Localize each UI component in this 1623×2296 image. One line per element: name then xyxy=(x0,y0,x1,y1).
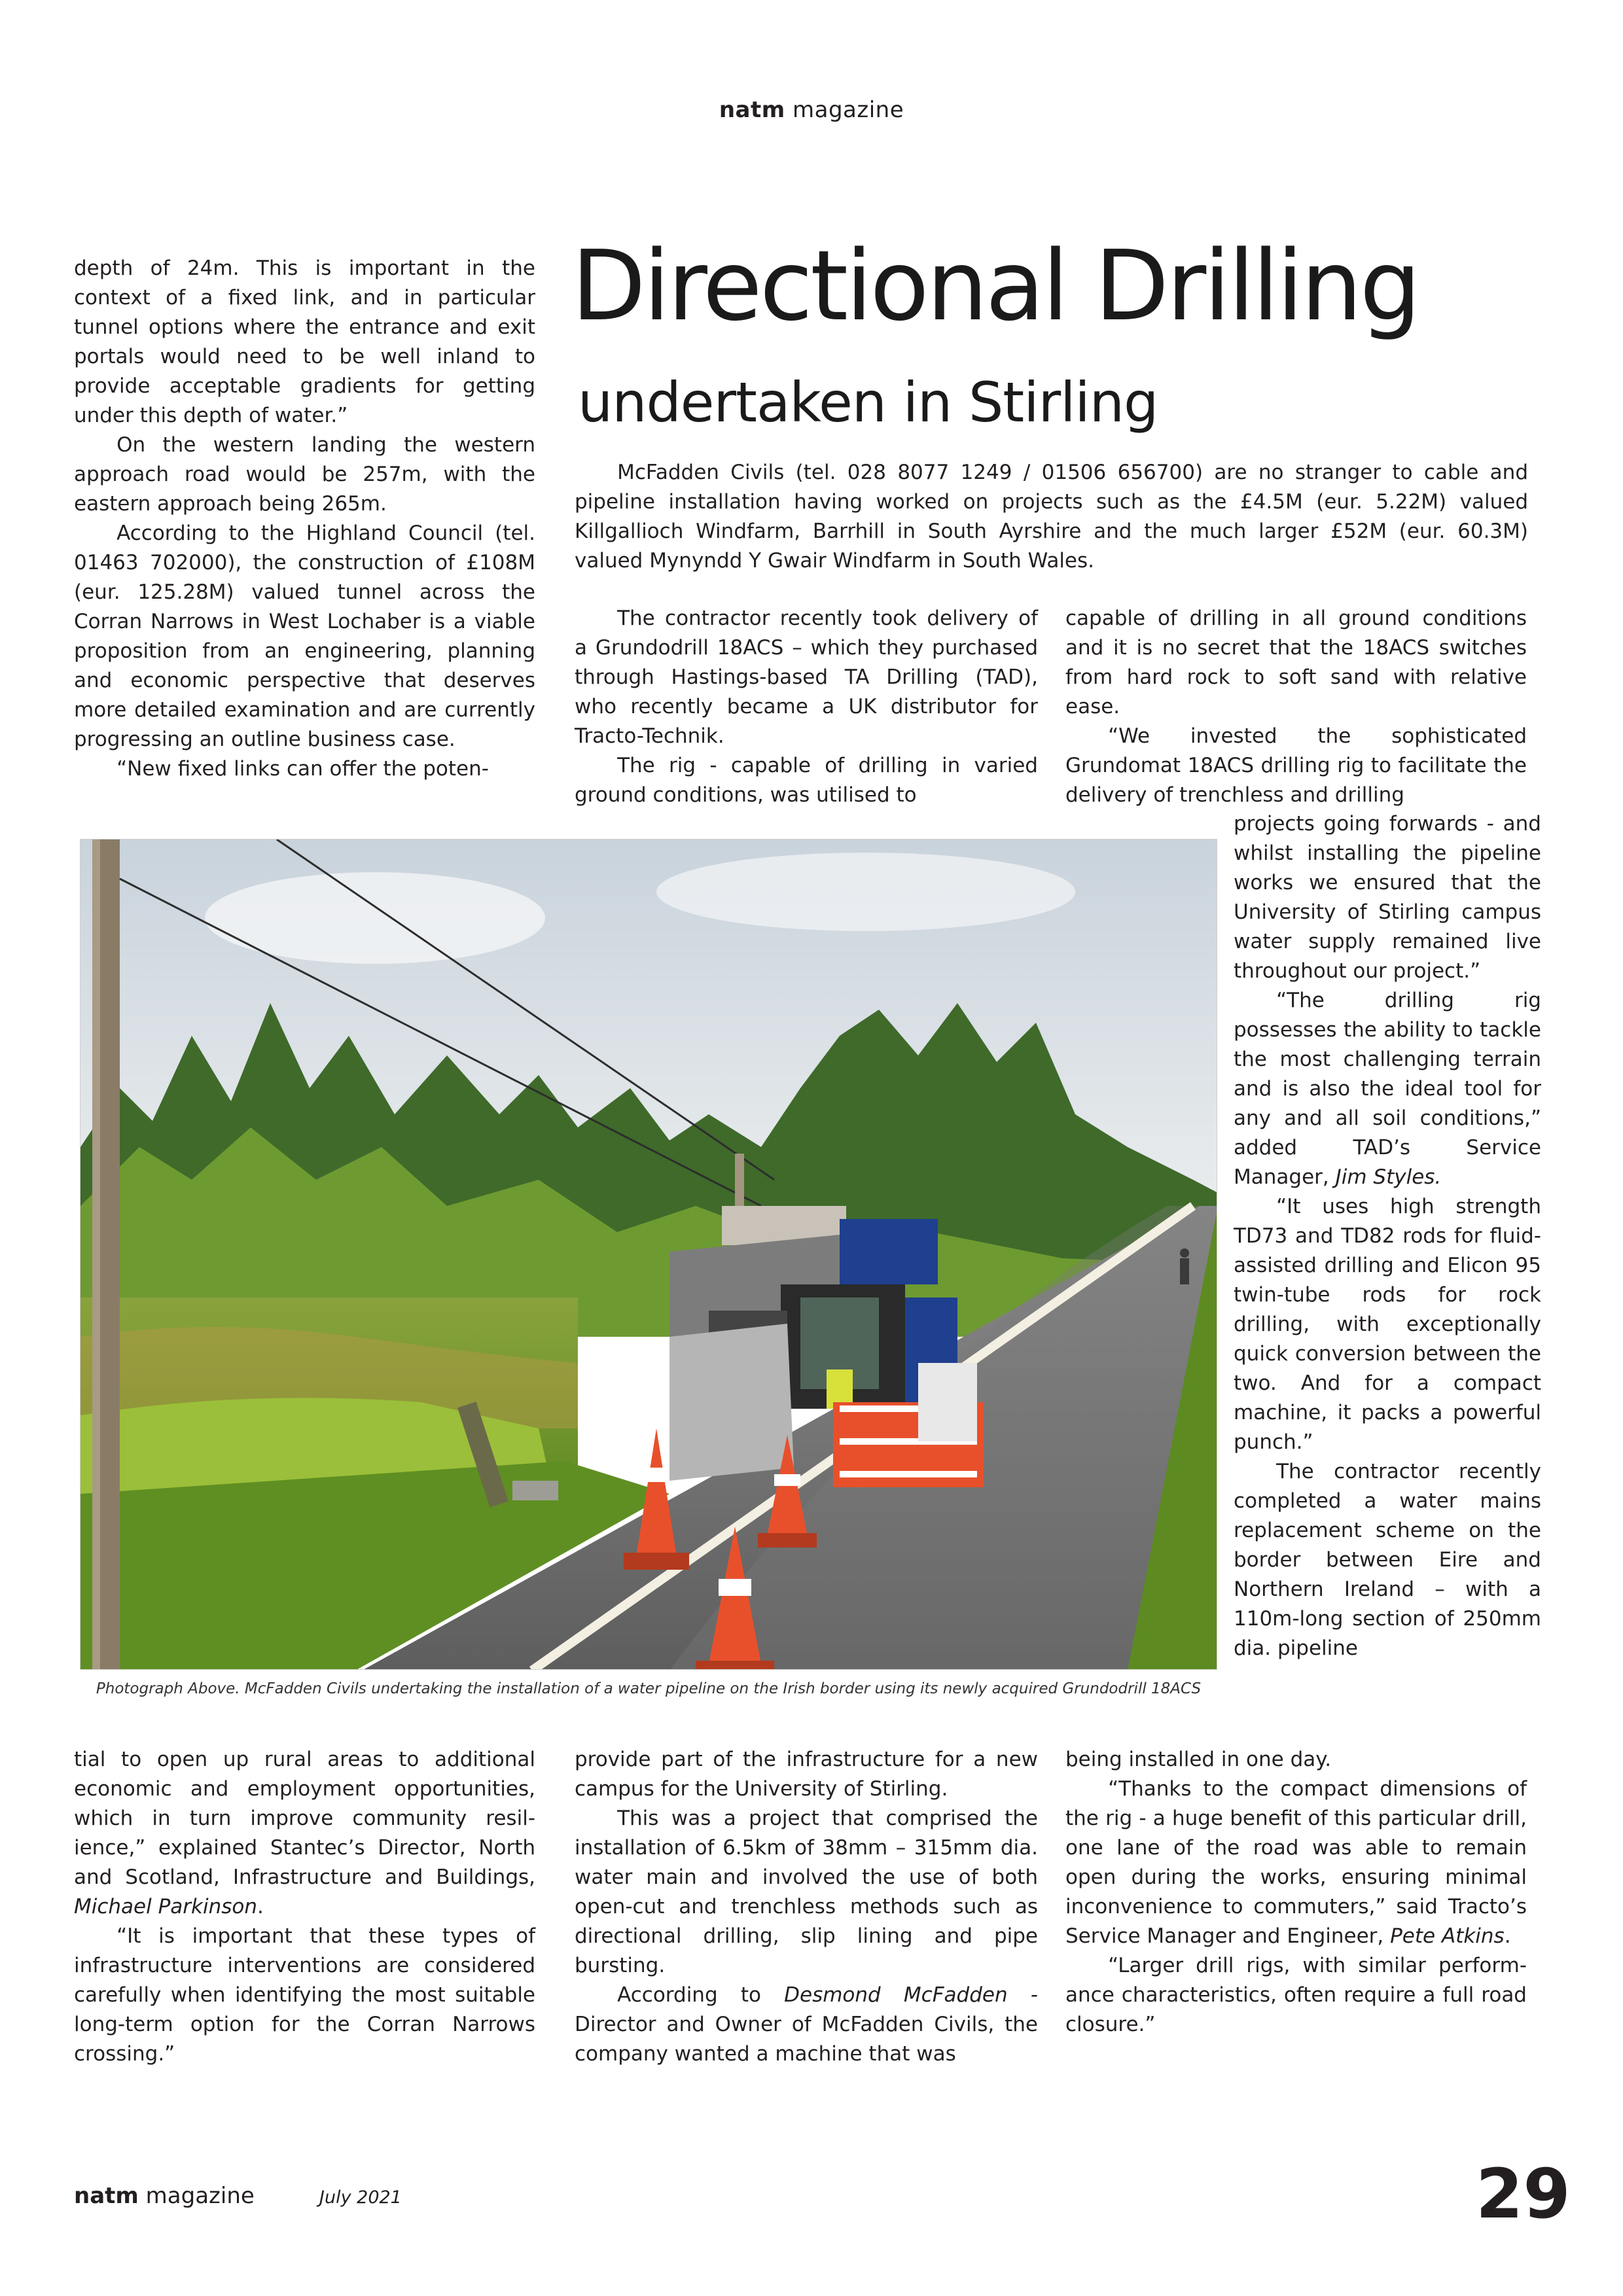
paragraph: “It uses high strength TD73 and TD82 rods for fluid-assisted drilling and Elicon 95 twin-tube rods for rock drilling, with exceptionally quick conversion between the two. And for a compact machine, it packs a powerful punch.” xyxy=(1234,1195,1541,1454)
person-name: Pete Atkins xyxy=(1390,1924,1505,1948)
paragraph: According to the Highland Council (tel. 01463 702000), the construction of £108M (eur. 125.28M) valued tunnel across the Corran Narrows in West Lochaber is a viable proposition from an engineering, planning and economic perspective that deserves more detailed examination and are currently progressing an outline business case. xyxy=(74,521,535,751)
article-subhead: undertaken in Stirling xyxy=(578,370,1158,434)
paragraph: depth of 24m. This is important in the context of a fixed link, and in particular tunnel options where the entrance and exit portals would need to be well inland to provide acceptable gradients for getting under this depth of water.” xyxy=(74,256,535,427)
article-intro xyxy=(575,458,1528,576)
person-name: Jim Styles. xyxy=(1335,1165,1442,1189)
quote-text: “Thanks to the compact dimensions of the rig - a huge benefit of this particular drill, one lane of the road was able to remain open during the works, ensuring minimal inconvenience to commuters,” said Tracto’s Service Manager and Engineer, xyxy=(1065,1777,1527,1948)
column-right-bottom xyxy=(1065,1745,1527,2040)
paragraph: The contractor recently completed a water mains replacement scheme on the border between Eire and Northern Ireland – with a 110m-long section of 250mm dia. pipeline xyxy=(1234,1460,1541,1660)
column-middle-bottom xyxy=(575,1745,1038,2069)
drilling-rig-photo xyxy=(80,839,1217,1670)
footer-brand-bold: natm xyxy=(74,2183,139,2209)
quote-text: “The drilling rig possesses the ability to tackle the most challenging terrain and is also the ideal tool for any and all soil conditions,” added TAD’s Service Manager, xyxy=(1234,989,1541,1189)
person-name: Michael Parkinson xyxy=(74,1895,257,1918)
page-number: 29 xyxy=(1476,2154,1571,2234)
paragraph xyxy=(1234,986,1541,1192)
punctuation: . xyxy=(1504,1924,1511,1948)
column-middle-top xyxy=(575,604,1038,810)
header-brand-bold: natm xyxy=(719,97,785,123)
punctuation: . xyxy=(257,1895,264,1918)
text: Director and Owner of McFadden Civils, the company wanted a machine that was xyxy=(575,2013,1038,2066)
paragraph: capable of drilling in all ground conditions and it is no secret that the 18ACS switches from hard rock to soft sand with relative ease. xyxy=(1065,607,1527,718)
intro-paragraph: McFadden Civils (tel. 028 8077 1249 / 01506 656700) are no stranger to cable and pipeline installation having worked on projects such as the £4.5M (eur. 5.22M) valued Killgallioch Windfarm, Barrhill in South Ayrshire and the much larger £52M (eur. 60.3M) valued Mynyndd Y Gwair Windfarm in South Wales. xyxy=(575,461,1528,573)
paragraph xyxy=(1065,1775,1527,1951)
paragraph: The contractor recently took delivery of a Grundodrill 18ACS – which they purchased through Hastings-based TA Drilling (TAD), who recently became a UK distributor for Tracto-Technik. xyxy=(575,607,1038,748)
article-headline: Directional Drilling xyxy=(571,230,1419,342)
column-left-top xyxy=(74,254,535,784)
paragraph: This was a project that comprised the installation of 6.5km of 38mm – 315mm dia. water main and involved the use of both open-cut and trenchless methods such as directional drilling, slip lining and pipe bursting. xyxy=(575,1807,1038,1977)
issue-date: July 2021 xyxy=(319,2187,402,2208)
running-header xyxy=(0,97,1623,123)
person-name: Desmond McFadden - xyxy=(784,1983,1038,2007)
paragraph: provide part of the infrastructure for a new campus for the University of Stirling. xyxy=(575,1748,1038,1801)
paragraph: “Larger drill rigs, with similar performance characteristics, often require a full road closure.” xyxy=(1065,1954,1527,2036)
paragraph xyxy=(74,1745,535,1922)
column-right-top xyxy=(1065,604,1527,810)
paragraph xyxy=(575,1981,1038,2069)
quote-text: tial to open up rural areas to additional economic and employment opportunities, which in turn improve community resilience,” explained Stantec’s Director, North and Scotland, Infrastructure and Buildings, xyxy=(74,1748,535,1889)
paragraph: “It is important that these types of infrastructure interventions are considered carefully when identifying the most suitable long-term option for the Corran Narrows crossing.” xyxy=(74,1924,535,2066)
paragraph: On the western landing the western approach road would be 257m, with the eastern approach being 265m. xyxy=(74,433,535,516)
footer-brand xyxy=(74,2183,255,2209)
footer-brand-rest: magazine xyxy=(145,2183,255,2209)
paragraph: being installed in one day. xyxy=(1065,1748,1332,1771)
paragraph: “We invested the sophisticated Grundomat 18ACS drilling rig to facilitate the delivery of trenchless and drilling xyxy=(1065,724,1527,807)
column-left-bottom xyxy=(74,1745,535,2069)
paragraph: The rig - capable of drilling in varied ground conditions, was utilised to xyxy=(575,754,1038,807)
column-right-wrap xyxy=(1234,809,1541,1663)
text: According to xyxy=(617,1983,785,2007)
paragraph: projects going forwards - and whilst installing the pipeline works we ensured that the University of Stirling campus water supply remained live throughout our project.” xyxy=(1234,812,1541,983)
photo-caption: Photograph Above. McFadden Civils undertaking the installation of a water pipeline on the Irish border using its newly acquired Grundodrill 18ACS xyxy=(96,1680,1202,1697)
paragraph: “New fixed links can offer the poten- xyxy=(116,757,489,781)
header-brand-rest: magazine xyxy=(793,97,904,123)
